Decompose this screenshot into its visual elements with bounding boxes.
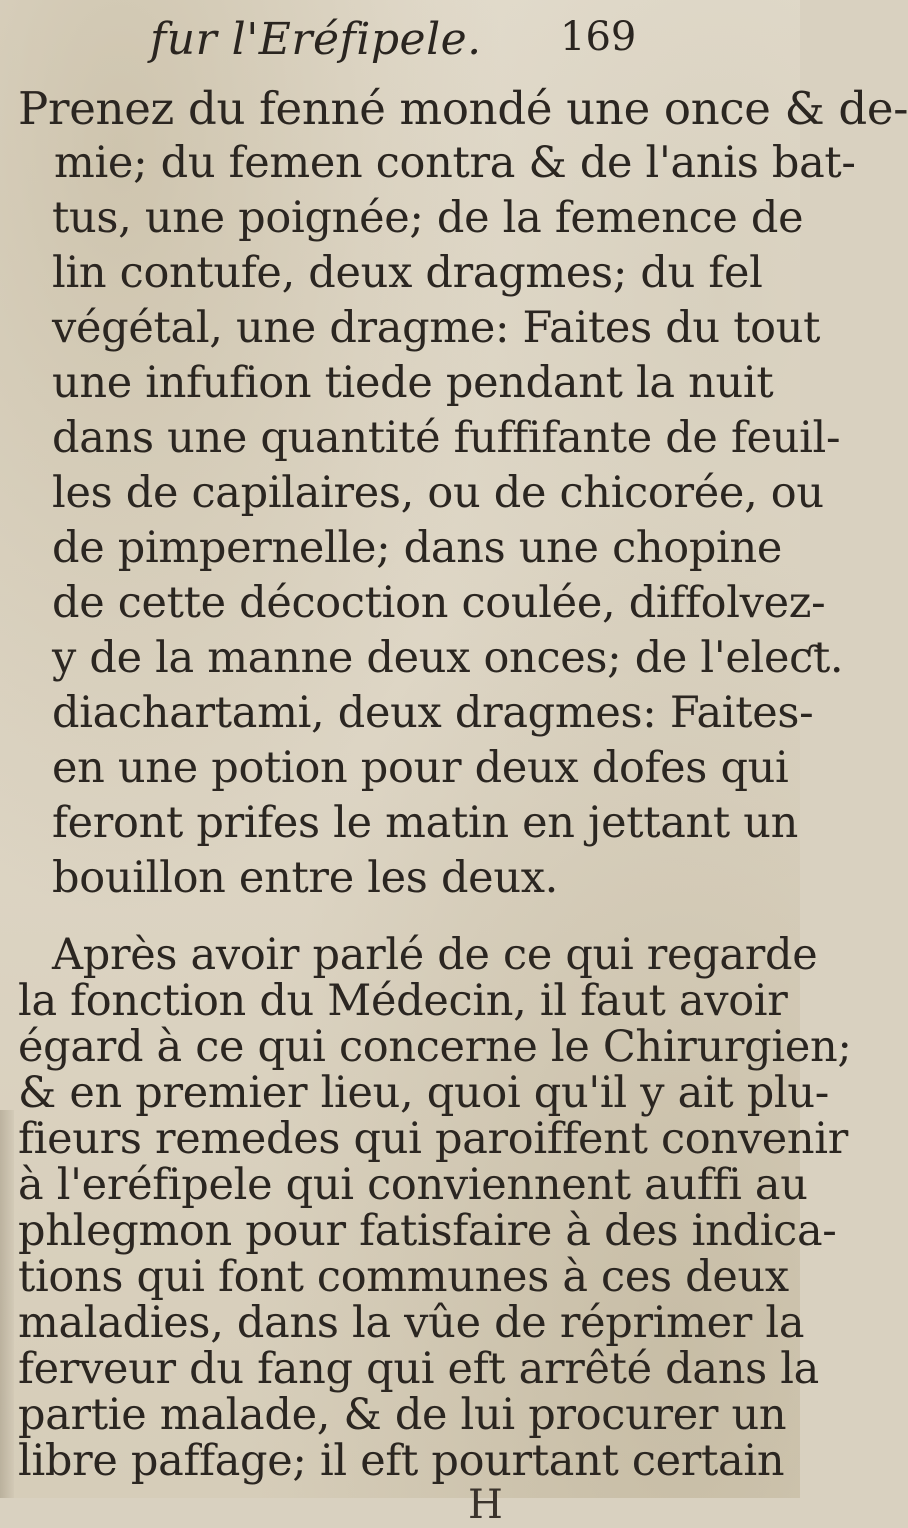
text-line: végétal, une dragme: Faites du tout — [52, 303, 821, 353]
text-line: libre paffage; il eft pourtant certain — [18, 1436, 785, 1486]
page-number: 169 — [560, 14, 637, 60]
text-line: de pimpernelle; dans une chopine — [52, 523, 783, 573]
text-line: fieurs remedes qui paroiffent convenir — [18, 1114, 848, 1164]
running-header — [0, 8, 800, 68]
text-line: en une potion pour deux dofes qui — [52, 743, 789, 793]
text-line: y de la manne deux onces; de l'eleƈt. — [52, 633, 844, 683]
text-line: Prenez du fenné mondé une once & de- — [18, 82, 908, 135]
text-line: les de capilaires, ou de chicorée, ou — [52, 468, 824, 518]
text-line: lin contufe, deux dragmes; du fel — [52, 248, 763, 298]
running-title: fur l'Eréfipele. — [150, 14, 482, 65]
page-gutter-shadow — [0, 1110, 14, 1498]
text-line: bouillon entre les deux. — [52, 853, 559, 903]
text-line: dans une quantité fuffifante de feuil- — [52, 413, 841, 463]
text-line: tions qui font communes à ces deux — [18, 1252, 789, 1302]
text-line: maladies, dans la vûe de réprimer la — [18, 1298, 805, 1348]
text-line: phlegmon pour fatisfaire à des indica- — [18, 1206, 837, 1256]
text-line: diachartami, deux dragmes: Faites- — [52, 688, 814, 738]
text-line: ferveur du fang qui eft arrêté dans la — [18, 1344, 820, 1394]
text-line: à l'eréfipele qui conviennent auffi au — [18, 1160, 808, 1210]
text-line: tus, une poignée; de la femence de — [52, 193, 804, 243]
text-line: partie malade, & de lui procurer un — [18, 1390, 787, 1440]
text-line: feront prifes le matin en jettant un — [52, 798, 799, 848]
text-line: égard à ce qui concerne le Chirurgien; — [18, 1022, 852, 1072]
text-line: la fonction du Médecin, il faut avoir — [18, 976, 788, 1026]
text-line: une infufion tiede pendant la nuit — [52, 358, 774, 408]
text-line: de cette décoction coulée, diffolvez- — [52, 578, 826, 628]
text-line: Après avoir parlé de ce qui regarde — [52, 930, 818, 980]
text-line: mie; du femen contra & de l'anis bat- — [54, 138, 856, 188]
text-line: & en premier lieu, quoi qu'il y ait plu- — [18, 1068, 830, 1118]
signature-mark: H — [468, 1482, 503, 1528]
